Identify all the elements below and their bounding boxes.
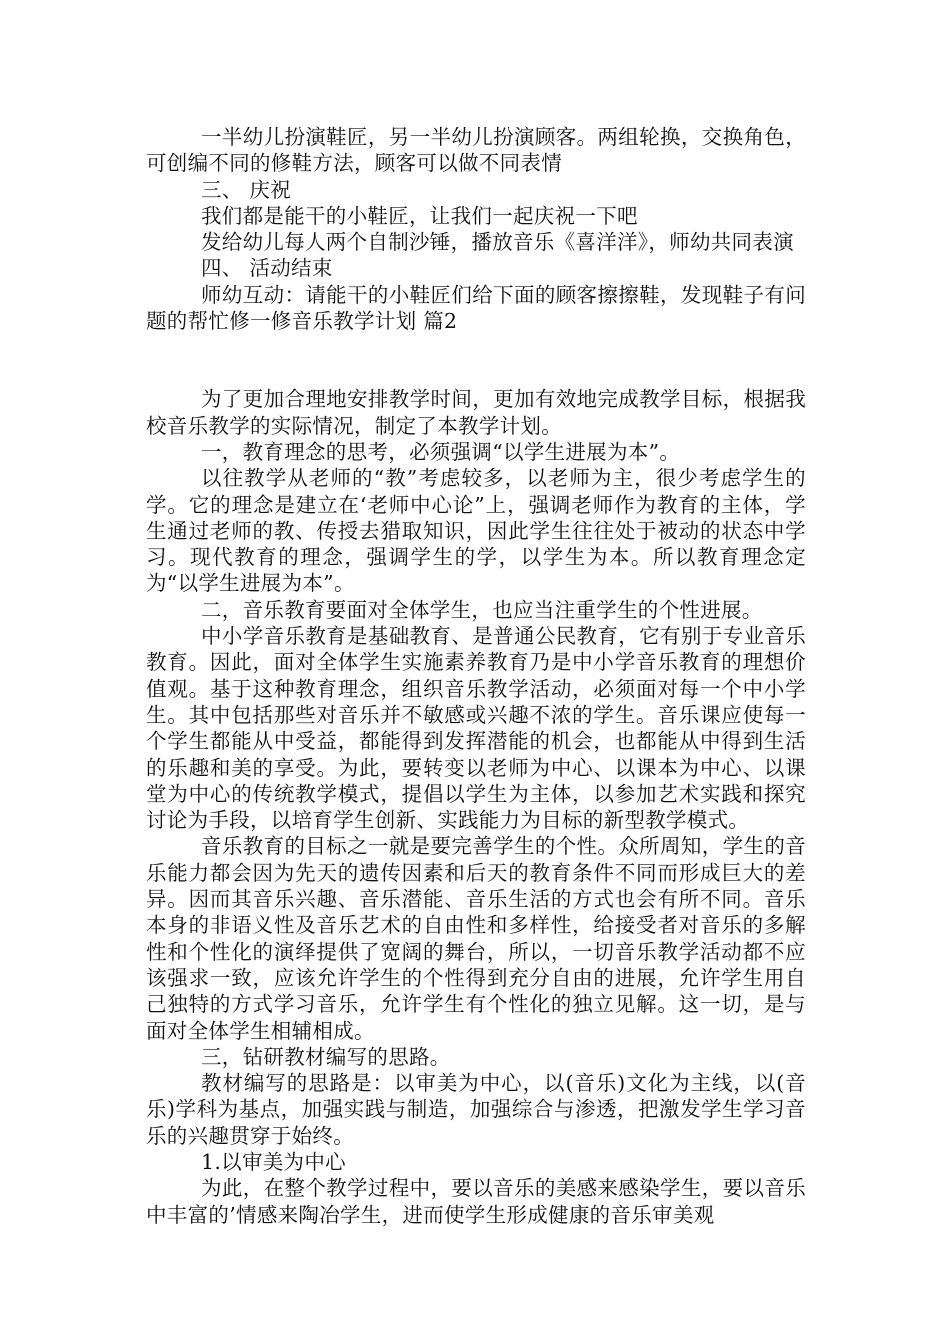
paragraph: 教材编写的思路是：以审美为中心，以(音乐)文化为主线，以(音乐)学科为基点，加强实践与制造，加强综合与渗透，把激发学生学习音乐的兴趣贯穿于始终。 <box>146 1071 806 1148</box>
paragraph: 为了更加合理地安排教学时间，更加有效地完成教学目标，根据我校音乐教学的实际情况，制定了本教学计划。 <box>146 387 806 438</box>
section-heading: 一，教育理念的思考，必须强调“以学生进展为本”。 <box>201 439 681 464</box>
section-heading: 三，钻研教材编写的思路。 <box>201 1044 451 1069</box>
section-heading: 三、 庆祝 <box>201 177 292 202</box>
paragraph: 以往教学从老师的“教”考虑较多，以老师为主，很少考虑学生的学。它的理念是建立在‘老师中心论”上，强调老师作为教育的主体，学生通过老师的教、传授去猎取知识，因此学生往往处于被动的状态中学习。现代教育的理念，强调学生的学，以学生为本。所以教育理念定为“以学生进展为本”。 <box>146 466 806 596</box>
paragraph: 我们都是能干的小鞋匠，让我们一起庆祝一下吧 <box>201 203 638 228</box>
paragraph: 音乐教育的目标之一就是要完善学生的个性。众所周知，学生的音乐能力都会因为先天的遗传因素和后天的教育条件不同而形成巨大的差异。因而其音乐兴趣、音乐潜能、音乐生活的方式也会有所不同。音乐本身的非语义性及音乐艺术的自由性和多样性，给接受者对音乐的多解性和个性化的演绎提供了宽阔的舞台，所以，一切音乐教学活动都不应该强求一致，应该允许学生的个性得到充分自由的进展，允许学生用自己独特的方式学习音乐，允许学生有个性化的独立见解。这一切，是与面对全体学生相辅相成。 <box>146 834 806 1043</box>
blank-gap <box>146 334 806 386</box>
paragraph: 一半幼儿扮演鞋匠，另一半幼儿扮演顾客。两组轮换，交换角色，可创编不同的修鞋方法，顾客可以做不同表情 <box>146 125 806 176</box>
section-heading: 二，音乐教育要面对全体学生，也应当注重学生的个性进展。 <box>201 597 763 622</box>
paragraph: 师幼互动：请能干的小鞋匠们给下面的顾客擦擦鞋，发现鞋子有问题的帮忙修一修音乐教学计划 篇2 <box>146 282 806 334</box>
paragraph: 中小学音乐教育是基础教育、是普通公民教育，它有别于专业音乐教育。因此，面对全体学生实施素养教育乃是中小学音乐教育的理想价值观。基于这种教育理念，组织音乐教学活动，必须面对每一个中小学生。其中包括那些对音乐并不敏感或兴趣不浓的学生。音乐课应使每一个学生都能从中受益，都能得到发挥潜能的机会，也都能从中得到生活的乐趣和美的享受。为此，要转变以老师为中心、以课本为中心、以课堂为中心的传统教学模式，提倡以学生为主体，以参加艺术实践和探究讨论为手段，以培育学生创新、实践能力为目标的新型教学模式。 <box>146 624 806 833</box>
section-heading: 四、 活动结束 <box>201 256 333 281</box>
paragraph: 为此，在整个教学过程中，要以音乐的美感来感染学生，要以音乐中丰富的’情感来陶冶学生，进而使学生形成健康的音乐审美观 <box>146 1176 806 1227</box>
sub-heading: 1.以审美为中心 <box>201 1149 346 1174</box>
paragraph: 发给幼儿每人两个自制沙锤，播放音乐《喜洋洋》，师幼共同表演 <box>201 230 794 255</box>
document-page <box>146 124 806 1228</box>
